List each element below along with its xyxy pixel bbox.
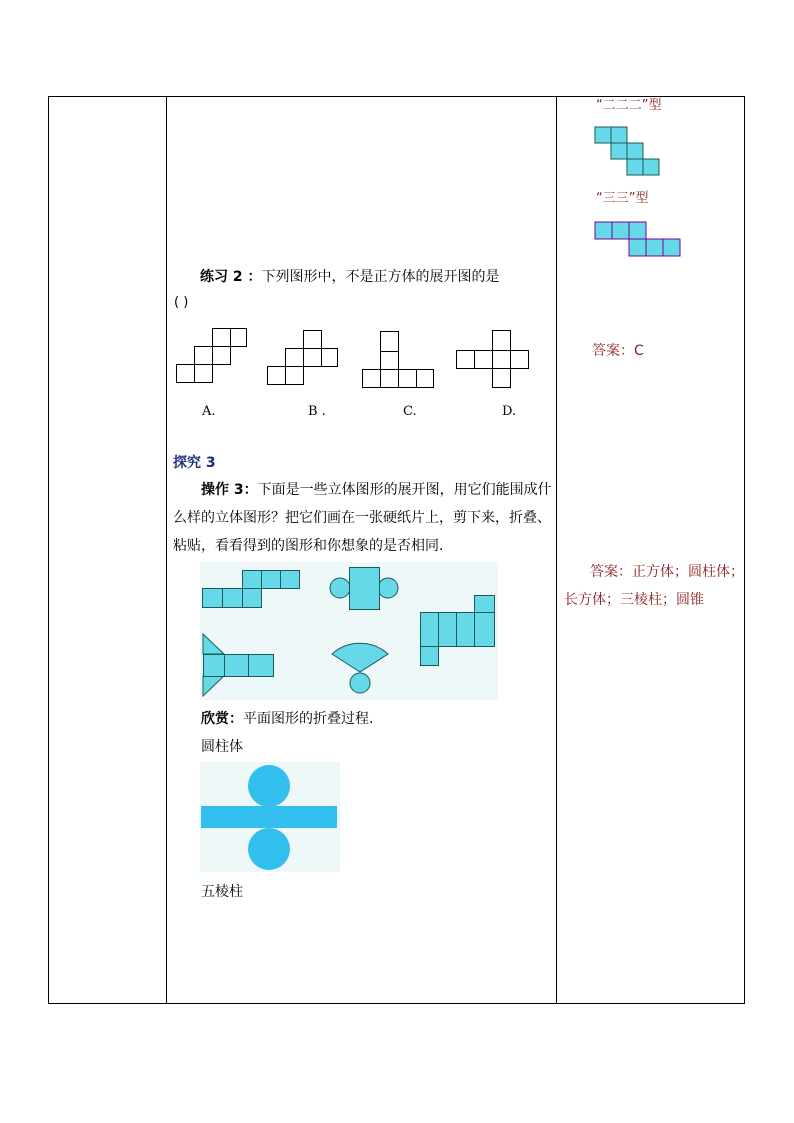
option-c-label: C.: [403, 404, 417, 419]
option-a-label: A.: [202, 404, 216, 419]
operation3-line2: 么样的立体图形？把它们画在一张硬纸片上，剪下来，折叠、: [173, 510, 551, 526]
explore3-heading: 探究 3: [173, 455, 216, 471]
exercise2-question: 练习 2 ：下列图形中，不是正方体的展开图的是: [200, 269, 500, 285]
type-33-label: “三三”型: [596, 191, 649, 206]
column-divider-2: [556, 96, 557, 1004]
operation3-line1: 操作 3：下面是一些立体图形的展开图，用它们能围成什: [201, 482, 552, 498]
solid-nets-figure: [200, 562, 498, 700]
type-222-label: “二二二”型: [596, 98, 662, 113]
net-222-figure: [594, 126, 662, 178]
option-c-net: [362, 331, 436, 389]
net-33-figure: [594, 221, 686, 259]
cylinder-caption: 圆柱体: [201, 739, 243, 755]
appreciate-line: 欣赏：平面图形的折叠过程.: [201, 711, 374, 727]
option-b-label: B .: [308, 404, 326, 419]
answer-c: 答案：C: [592, 343, 644, 359]
pentagonal-prism-caption: 五棱柱: [201, 884, 243, 900]
answer-solids-line1: 答案：正方体；圆柱体；: [590, 564, 744, 580]
cylinder-unfold-figure: [200, 762, 340, 872]
option-b-net: [267, 328, 339, 386]
operation3-line3: 粘贴，看看得到的图形和你想象的是否相同.: [173, 538, 444, 554]
option-a-net: [176, 326, 248, 384]
option-d-net: [456, 330, 532, 390]
answer-solids-line2: 长方体；三棱柱；圆锥: [564, 592, 704, 608]
column-divider-1: [166, 96, 167, 1004]
exercise2-answer-paren: ( ): [174, 295, 189, 310]
option-d-label: D.: [502, 404, 517, 419]
